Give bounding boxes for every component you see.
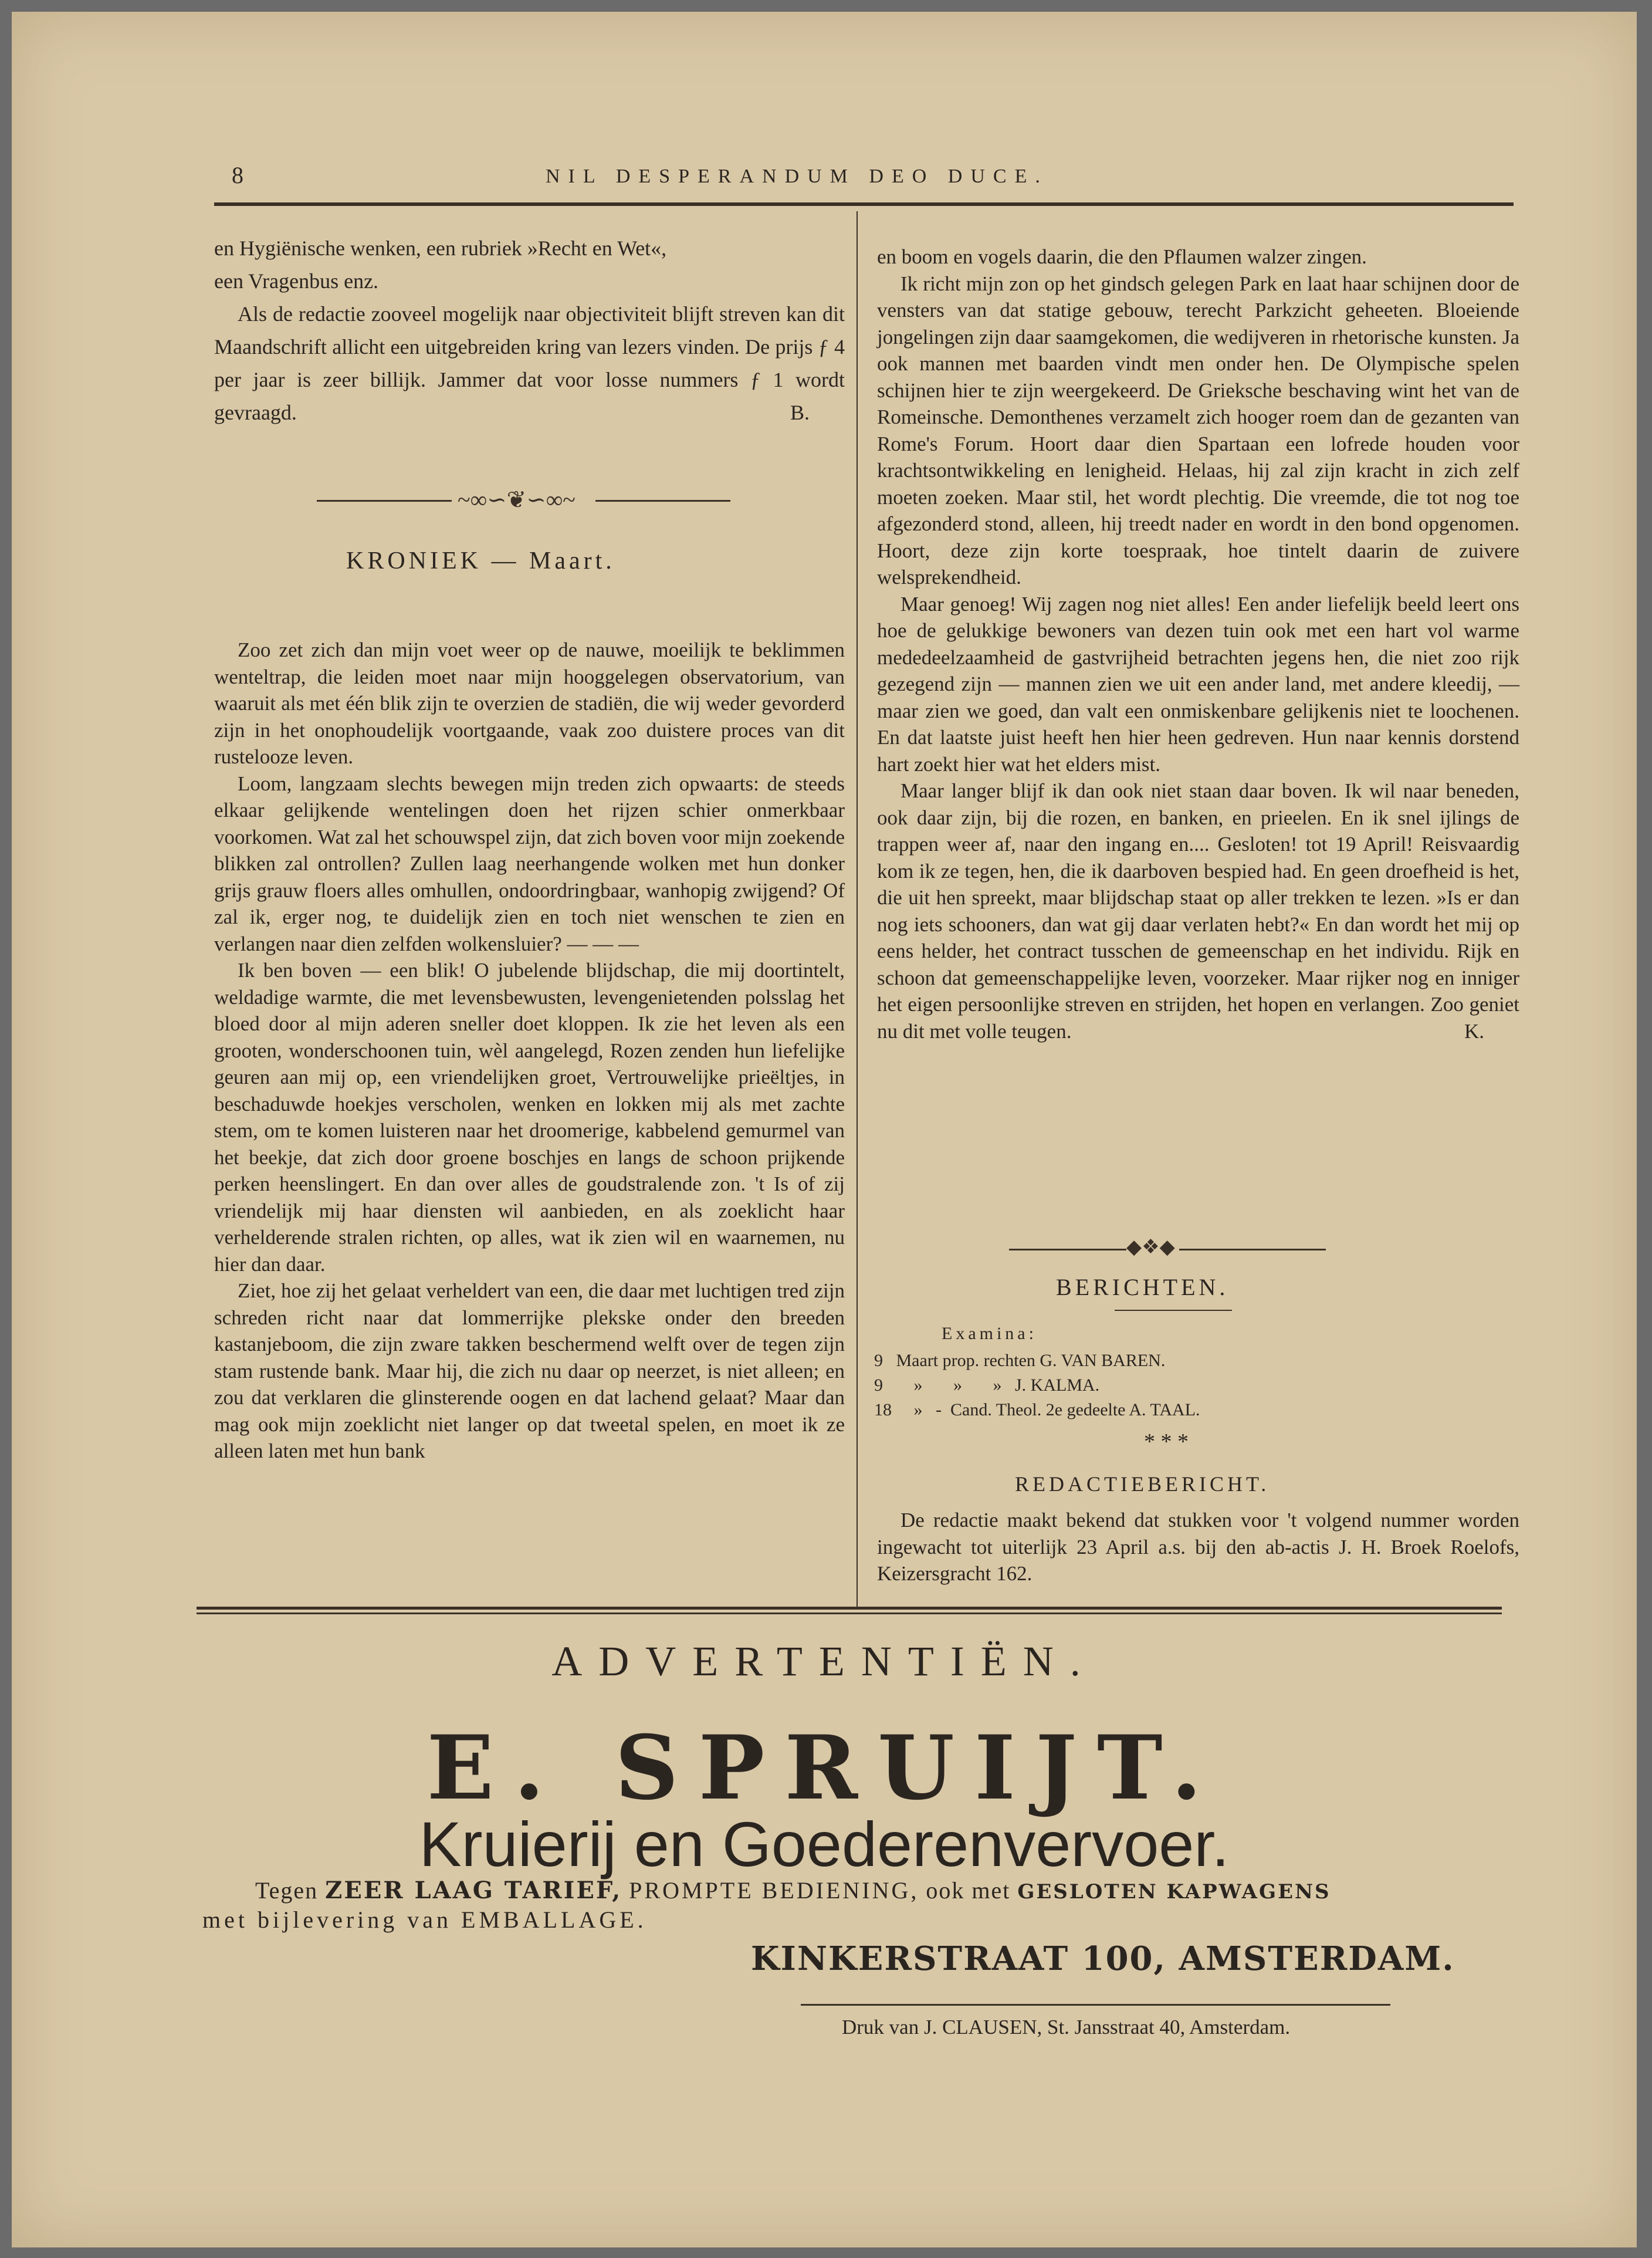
exam-day: 18 [874, 1400, 892, 1419]
ad-text: ook met [926, 1877, 1011, 1904]
header-rule [214, 202, 1514, 206]
kroniek-paragraph: Zoo zet zich dan mijn voet weer op de nauwe, moeilijk te beklimmen wenteltrap, die leiden moet naar mijn hooggelegen observatorium, van waaruit als met één blik zijn te overzien de stadiën, die wij weder gevorderd zijn in het onophoudelijk voortgaande, vaak zoo duistere proces van dit rustelooze leven. [214, 638, 845, 768]
ad-text: PROMPTE BEDIENING, [629, 1877, 919, 1904]
column-divider [857, 211, 858, 1608]
intro-paragraph: Als de redactie zooveel mogelijk naar objectiviteit blijft streven kan dit Maandschrift allicht een uitgebreiden kring van lezers vinden. De prijs ƒ 4 per jaar is zeer billijk. Jammer dat voor losse nummers ƒ 1 wordt gevraagd. [214, 302, 845, 424]
kroniek-body [214, 637, 845, 1465]
business-line: Kruierij en Goederenvervoer. [419, 1809, 1230, 1880]
exam-day: 9 [874, 1375, 883, 1395]
kroniek-paragraph: Ziet, hoe zij het gelaat verheldert van een, die daar met luchtigen tred zijn schreden richt naar dat lommerrijke plekske onder den breeden kastanjeboom, die zijn zware takken beschermend welft over de tegen zijn stam rustende bank. Maar hij, die zich nu daar op neerzet, is niet alleen; en zou dat verklaren die glinsterende oogen en dat lachend gelaat? Maar dan mag ook mijn zoeklicht niet langer op dat tweetal spelen, en moet ik ze alleen laten met hun bank [214, 1279, 845, 1462]
exam-text: Maart prop. rechten G. VAN BAREN. [896, 1351, 1166, 1370]
berichten-underline [1115, 1310, 1232, 1311]
kroniek-paragraph: Loom, langzaam slechts bewegen mijn treden zich opwaarts: de steeds elkaar gelijkende wentelingen doen het rijzen schier onmerkbaar voorkomen. Wat zal het schouwspel zijn, dat zich boven voor mijn zoekende blikken zal ontrollen? Zullen laag neerhangende wolken met hun donker grijs grauw floers alles omhullen, ondoordringbaar, wanhopig zwijgend? Of zal ik, erger nog, te duidelijk zien en toch niet wenschen te zien en verlangen naar dien zelfden wolkensluier? — — — [214, 772, 845, 955]
ad-kapwagens: GESLOTEN KAPWAGENS [1017, 1880, 1331, 1904]
kroniek-paragraph: Maar langer blijf ik dan ook niet staan daar boven. Ik wil naar beneden, ook daar zijn, bij die rozen, en banken, en prieelen. En ik snel ijlings de trappen weer af, naar den ingang en.... Gesloten! tot 19 April! Reisvaardig kom ik ze tegen, hen, die ik daarboven bespied had. En geen droefheid is het, die uit hen spreekt, maar blijdschap staat op aller trekken te lezen. »Is er dan nog iets schooners, dan wat gij daar verlaten hebt?« En dan wordt het mij op eens helder, het contract tusschen de gemeenschap en het individu. Rijk en schoon dat gemeenschappelijke leven, voorzeker. Maar rijker nog en inniger het eigen persoonlijke streven en strijden, het hopen en verlangen. Zoo geniet nu dit met volle teugen. [877, 779, 1519, 1043]
intro-line: en Hygiënische wenken, een rubriek »Recht en Wet«, [214, 236, 667, 260]
redactie-text: De redactie maakt bekend dat stukken voor 't volgend nummer worden ingewacht tot uiterlijk 23 April a.s. bij den ab-actis J. H. Broek Roelofs, Keizersgracht 162. [877, 1509, 1519, 1585]
exam-text: » » » J. KALMA. [913, 1375, 1100, 1395]
berichten-title: BERICHTEN. [1056, 1274, 1229, 1300]
kroniek-paragraph: Ik richt mijn zon op het gindsch gelegen Park en laat haar schijnen door de vensters van dat statige gebouw, terecht Parkzicht geheeten. Bloeiende jongelingen zijn daar saamgekomen, die wedijveren in rhetorische kunsten. Ja ook mannen met baarden vindt men onder hen. De Olympische spelen schijnen hier te zijn weergekeerd. De Grieksche beschaving wint het van de Romeinsche. Demonthenes verzamelt zich hooger roem dan de gezanten van Rome's Forum. Hoort daar dien Spartaan een lofrede houden voor krachtsontwikkeling en lenigheid. Helaas, hij zal zijn kracht in zich zelf moeten zoeken. Maar stil, het wordt plechtig. Die vreemde, die tot nog toe afgezonderd stond, alleen, hij treedt nader en wordt in den bond opgenomen. Hoort, deze zijn korte toespraak, hoe tintelt daarin de zuivere welsprekendheid. [877, 272, 1519, 589]
ad-tariff: ZEER LAAG TARIEF, [325, 1877, 622, 1904]
ad-tariff-line [255, 1877, 1331, 1904]
kroniek-title: KRONIEK — Maart. [346, 547, 615, 574]
ornament-line-left [1009, 1249, 1126, 1250]
ornament-line-left [317, 500, 452, 502]
kroniek-paragraph: Maar genoeg! Wij zagen nog niet alles! Een ander liefelijk beeld leert ons hoe de gelukkige bewoners van dezen tuin ook met een hart vol warme mededeelzaamheid de gastvrijheid betrachten jegens hen, die niet zoo rijk gezegend zijn — mannen zien we uit een ander land, met andere kleedij, — maar zien we goed, dan valt een onmiskenbare gelijkenis niet te loochenen. En dat laatste juist heeft hen hier heen gedreven. Hun naar kennis dorstend hart zoekt hier wat het elders mist. [877, 592, 1519, 776]
exam-text: » - Cand. Theol. 2e gedeelte A. TAAL. [913, 1400, 1200, 1419]
exam-row [874, 1398, 1519, 1422]
page-motto: NIL DESPERANDUM DEO DUCE. [546, 165, 1048, 187]
redactie-title: REDACTIEBERICHT. [1015, 1472, 1270, 1496]
printer-rule [801, 2004, 1390, 2006]
ad-emballage-line: met bijlevering van EMBALLAGE. [202, 1907, 647, 1933]
exam-list [874, 1348, 1519, 1422]
kroniek-paragraph: Ik ben boven — een blik! O jubelende blijdschap, die mij doortintelt, weldadige warmte, die met levensbewusten, levengenietenden polsslag het bloed door al mijn aderen sneller doet kloppen. Ik zie het leven als een grooten, wonderschoonen tuin, wèl aangelegd, Rozen zenden hun liefelijke geuren aan mij op, een vriendelijken groet, Vertrouwelijke prieëltjes, in beschaduwde hoekjes verscholen, wenken en lokken mij als met zachte stem, om te komen luisteren naar het droomerige, kabbelend gemurmel van het beekje, dat zich door groene boschjes en langs de schoon prijkende perken heenslingert. En dan over alles de goudstralende zon. 't Is of zij vriendelijk mij haar diensten wil aanbieden, en als zoeklicht haar verhelderende stralen richten, op alles, wat ik zien wil en waarnemen, nu hier dan daar. [214, 959, 845, 1276]
asterism: * * * [1144, 1429, 1189, 1454]
company-name: E. SPRUIJT. [426, 1716, 1222, 1820]
ad-text: Tegen [255, 1877, 319, 1904]
section-rule-bottom [197, 1613, 1502, 1614]
newspaper-page [12, 12, 1637, 2247]
ornament-line-right [1179, 1249, 1326, 1250]
kroniek-signature: K. [1464, 1020, 1484, 1043]
exam-row [874, 1373, 1519, 1398]
intro-signature: B. [790, 401, 810, 424]
ornament-flourish: ~∞∽❦∽∞~ [458, 486, 576, 513]
page-number: 8 [232, 162, 243, 188]
ornament-flourish: ◆❖◆ [1126, 1236, 1175, 1258]
intro-block [214, 232, 845, 429]
section-rule-top [197, 1607, 1502, 1610]
exam-row [874, 1348, 1519, 1373]
exam-day: 9 [874, 1351, 883, 1370]
kroniek-paragraph: en boom en vogels daarin, die den Pflaumen walzer zingen. [877, 245, 1367, 268]
intro-line: een Vragenbus enz. [214, 269, 379, 293]
ad-address: KINKERSTRAAT 100, AMSTERDAM. [751, 1939, 1455, 1978]
advertisements-title: ADVERTENTIËN. [551, 1638, 1097, 1685]
ornament-line-right [595, 500, 730, 502]
examina-label: Examina: [942, 1324, 1037, 1343]
printer-credit: Druk van J. CLAUSEN, St. Jansstraat 40, Amsterdam. [842, 2016, 1291, 2039]
right-column-body [877, 244, 1519, 1045]
